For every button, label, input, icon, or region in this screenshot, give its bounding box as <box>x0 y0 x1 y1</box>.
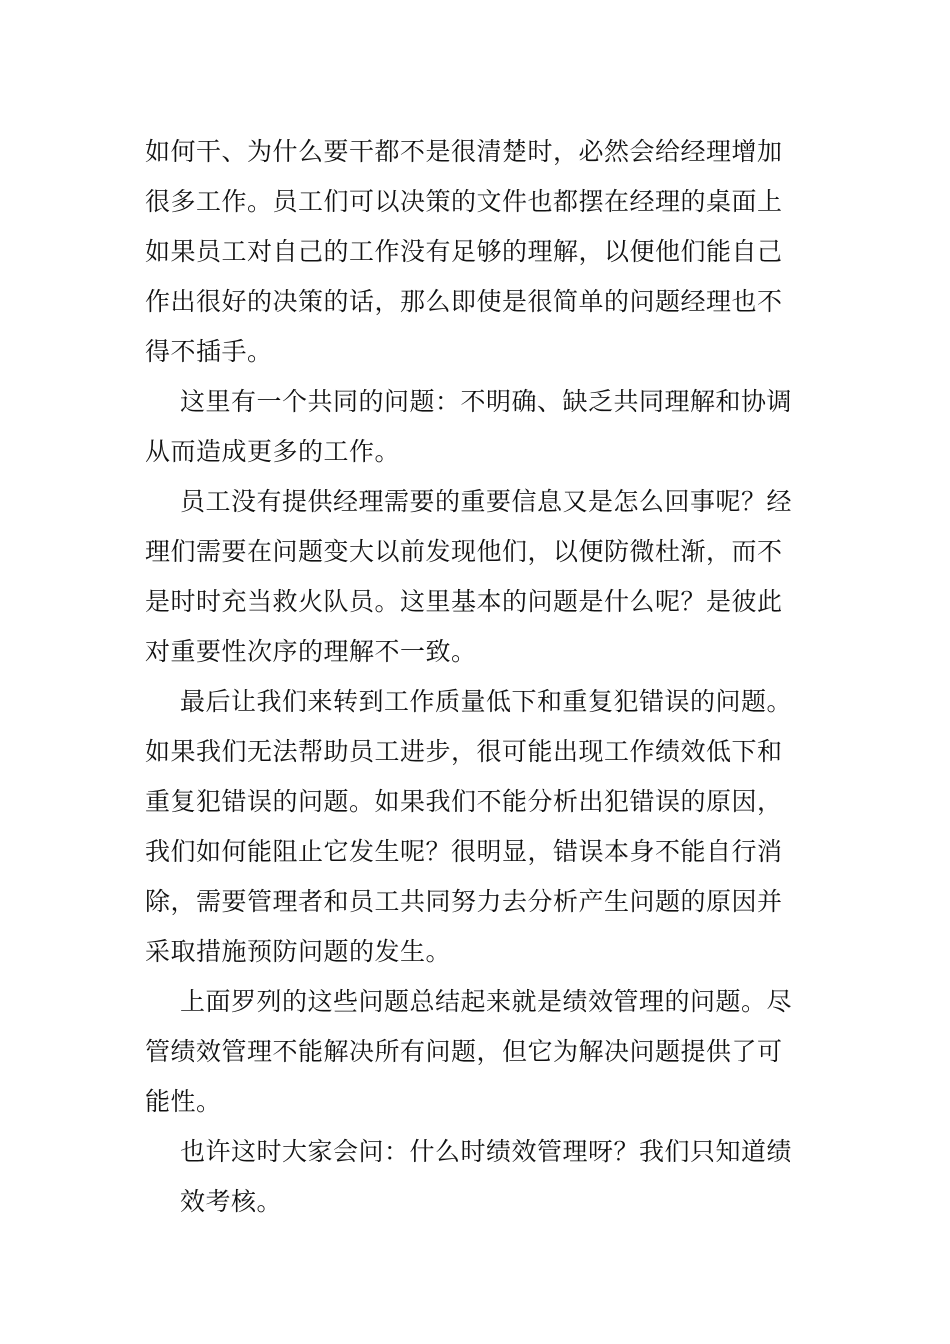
text-line: 重复犯错误的问题。如果我们不能分析出犯错误的原因， <box>145 787 783 816</box>
text-line: 这里有一个共同的问题：不明确、缺乏共同理解和协调 <box>180 387 793 416</box>
text-line: 如果我们无法帮助员工进步，很可能出现工作绩效低下和 <box>145 737 783 766</box>
text-line: 效考核。 <box>180 1187 283 1216</box>
text-line: 是时时充当救火队员。这里基本的问题是什么呢？是彼此 <box>145 587 783 616</box>
text-line: 如果员工对自己的工作没有足够的理解，以便他们能自己 <box>145 237 783 266</box>
text-line: 如何干、为什么要干都不是很清楚时，必然会给经理增加 <box>145 137 783 166</box>
text-line: 对重要性次序的理解不一致。 <box>145 637 477 666</box>
text-line: 作出很好的决策的话，那么即使是很简单的问题经理也不 <box>145 287 783 316</box>
text-line: 员工没有提供经理需要的重要信息又是怎么回事呢？经 <box>180 487 793 516</box>
text-line: 从而造成更多的工作。 <box>145 437 401 466</box>
text-line: 理们需要在问题变大以前发现他们，以便防微杜渐，而不 <box>145 537 783 566</box>
text-line: 上面罗列的这些问题总结起来就是绩效管理的问题。尽 <box>180 987 793 1016</box>
text-line: 除，需要管理者和员工共同努力去分析产生问题的原因并 <box>145 887 783 916</box>
text-line: 也许这时大家会问：什么时绩效管理呀？我们只知道绩 <box>180 1137 793 1166</box>
text-line: 最后让我们来转到工作质量低下和重复犯错误的问题。 <box>180 687 793 716</box>
text-line: 得不插手。 <box>145 337 273 366</box>
text-line: 管绩效管理不能解决所有问题，但它为解决问题提供了可 <box>145 1037 783 1066</box>
text-line: 很多工作。员工们可以决策的文件也都摆在经理的桌面上 <box>145 187 783 216</box>
text-line: 能性。 <box>145 1087 222 1116</box>
text-line: 我们如何能阻止它发生呢？很明显，错误本身不能自行消 <box>145 837 783 866</box>
text-line: 采取措施预防问题的发生。 <box>145 937 452 966</box>
